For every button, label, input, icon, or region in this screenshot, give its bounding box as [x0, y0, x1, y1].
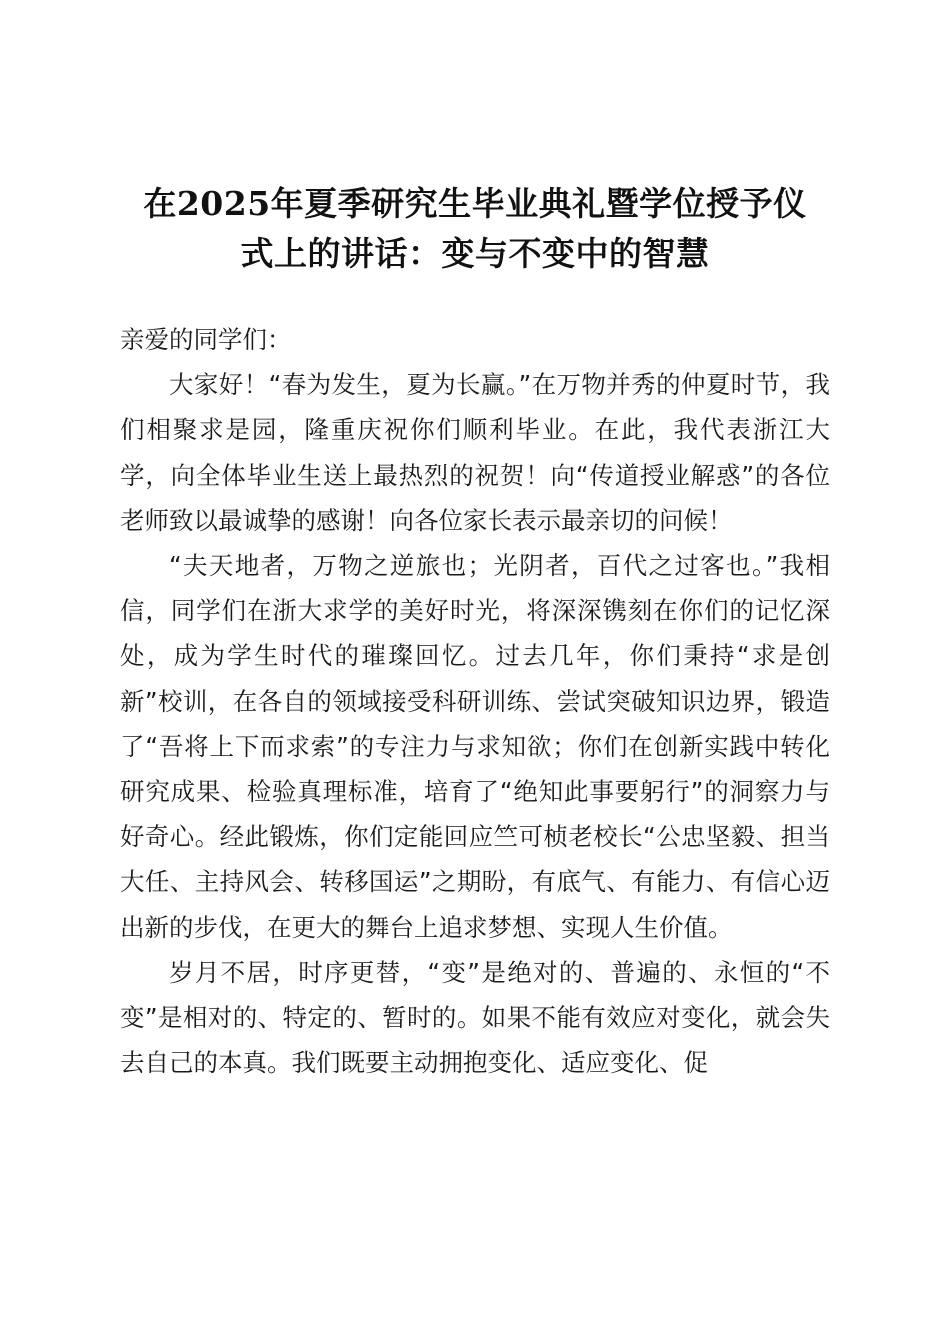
document-title	[120, 179, 830, 279]
salutation: 亲爱的同学们：	[120, 325, 292, 354]
title-line-2: 式上的讲话：变与不变中的智慧	[240, 234, 710, 273]
paragraph-change: 岁月不居，时序更替，“变”是绝对的、普遍的、永恒的“不变”是相对的、特定的、暂时的。如果不能有效应对变化，就会失去自己的本真。我们既要主动拥抱变化、适应变化、促	[120, 957, 830, 1078]
paragraph-reflection: “夫天地者，万物之逆旅也；光阴者，百代之过客也。”我相信，同学们在浙大求学的美好时光，将深深镌刻在你们的记忆深处，成为学生时代的璀璨回忆。过去几年，你们秉持“求是创新”校训，在各自的领域接受科研训练、尝试突破知识边界，锻造了“吾将上下而求索”的专注力与求知欲；你们在创新实践中转化研究成果、检验真理标准，培育了“绝知此事要躬行”的洞察力与好奇心。经此锻炼，你们定能回应竺可桢老校长“公忠坚毅、担当大任、主持风会、转移国运”之期盼，有底气、有能力、有信心迈出新的步伐，在更大的舞台上追求梦想、实现人生价值。	[120, 551, 830, 942]
title-line-1: 在2025年夏季研究生毕业典礼暨学位授予仪	[143, 184, 807, 223]
paragraph-greeting: 大家好！“春为发生，夏为长赢。”在万物并秀的仲夏时节，我们相聚求是园，隆重庆祝你们顺利毕业。在此，我代表浙江大学，向全体毕业生送上最热烈的祝贺！向“传道授业解惑”的各位老师致以最诚挚的感谢！向各位家长表示最亲切的问候！	[120, 370, 830, 535]
speech-body	[120, 317, 830, 1085]
